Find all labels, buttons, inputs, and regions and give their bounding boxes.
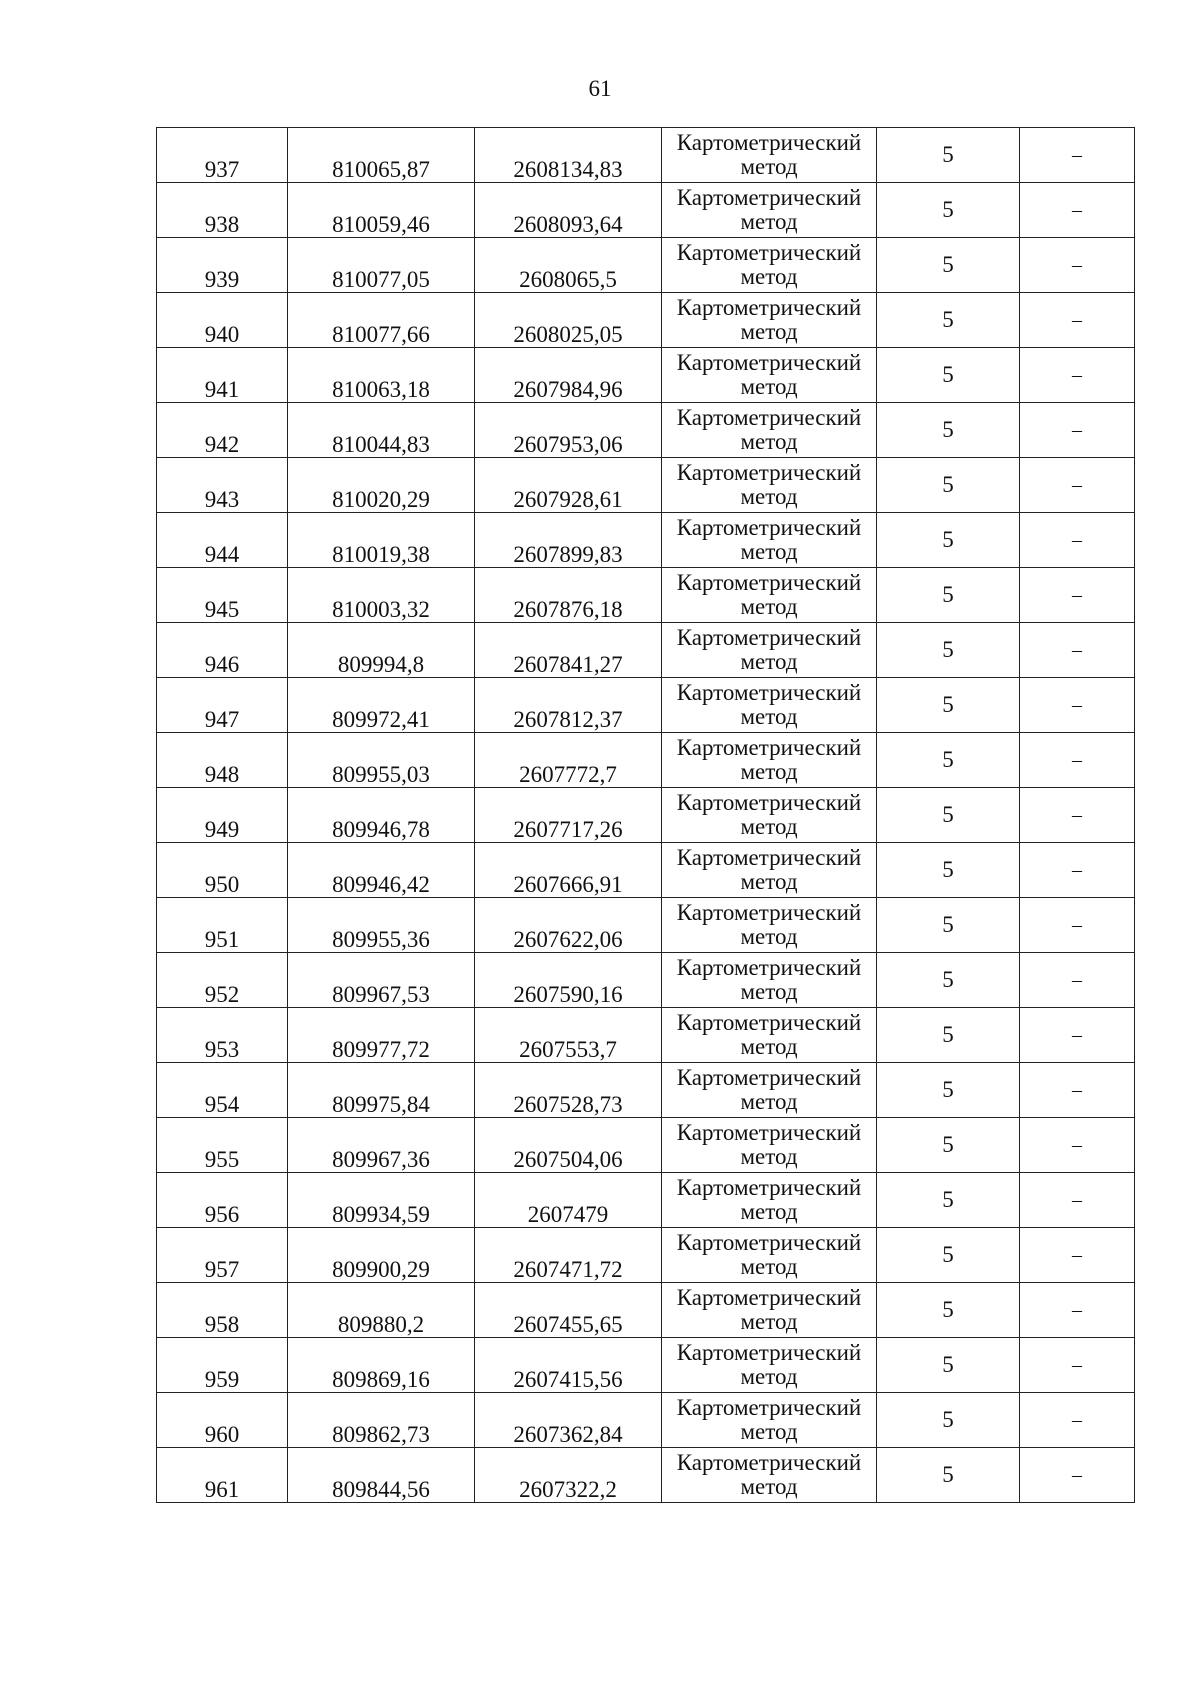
point-number-cell: 951 xyxy=(157,898,288,953)
y-coordinate-cell: 2607322,2 xyxy=(475,1448,662,1503)
point-number-cell: 943 xyxy=(157,458,288,513)
accuracy-cell: 5 xyxy=(877,898,1020,953)
method-cell: Картометрический метод xyxy=(662,1393,877,1448)
y-coordinate-cell: 2607590,16 xyxy=(475,953,662,1008)
method-cell: Картометрический метод xyxy=(662,1118,877,1173)
note-cell: – xyxy=(1020,788,1135,843)
point-number-cell: 937 xyxy=(157,128,288,183)
table-row xyxy=(157,843,1135,898)
table-row xyxy=(157,1173,1135,1228)
method-cell: Картометрический метод xyxy=(662,1283,877,1338)
x-coordinate-cell: 810003,32 xyxy=(288,568,475,623)
table-row xyxy=(157,293,1135,348)
note-cell: – xyxy=(1020,1448,1135,1503)
accuracy-cell: 5 xyxy=(877,1338,1020,1393)
point-number-cell: 952 xyxy=(157,953,288,1008)
y-coordinate-cell: 2607504,06 xyxy=(475,1118,662,1173)
table-row xyxy=(157,183,1135,238)
y-coordinate-cell: 2607362,84 xyxy=(475,1393,662,1448)
point-number-cell: 961 xyxy=(157,1448,288,1503)
method-cell: Картометрический метод xyxy=(662,458,877,513)
point-number-cell: 945 xyxy=(157,568,288,623)
table-row xyxy=(157,1393,1135,1448)
note-cell: – xyxy=(1020,1393,1135,1448)
method-cell: Картометрический метод xyxy=(662,1173,877,1228)
accuracy-cell: 5 xyxy=(877,623,1020,678)
x-coordinate-cell: 810077,05 xyxy=(288,238,475,293)
table-row xyxy=(157,788,1135,843)
x-coordinate-cell: 810020,29 xyxy=(288,458,475,513)
accuracy-cell: 5 xyxy=(877,843,1020,898)
x-coordinate-cell: 809934,59 xyxy=(288,1173,475,1228)
note-cell: – xyxy=(1020,843,1135,898)
accuracy-cell: 5 xyxy=(877,1118,1020,1173)
method-cell: Картометрический метод xyxy=(662,953,877,1008)
x-coordinate-cell: 809900,29 xyxy=(288,1228,475,1283)
point-number-cell: 957 xyxy=(157,1228,288,1283)
table-row xyxy=(157,348,1135,403)
y-coordinate-cell: 2608093,64 xyxy=(475,183,662,238)
y-coordinate-cell: 2608065,5 xyxy=(475,238,662,293)
note-cell: – xyxy=(1020,458,1135,513)
accuracy-cell: 5 xyxy=(877,953,1020,1008)
accuracy-cell: 5 xyxy=(877,678,1020,733)
accuracy-cell: 5 xyxy=(877,788,1020,843)
method-cell: Картометрический метод xyxy=(662,1448,877,1503)
note-cell: – xyxy=(1020,513,1135,568)
page-number: 61 xyxy=(588,76,612,101)
accuracy-cell: 5 xyxy=(877,513,1020,568)
point-number-cell: 948 xyxy=(157,733,288,788)
x-coordinate-cell: 810077,66 xyxy=(288,293,475,348)
y-coordinate-cell: 2607471,72 xyxy=(475,1228,662,1283)
x-coordinate-cell: 809862,73 xyxy=(288,1393,475,1448)
x-coordinate-cell: 809967,53 xyxy=(288,953,475,1008)
table-row xyxy=(157,678,1135,733)
accuracy-cell: 5 xyxy=(877,293,1020,348)
point-number-cell: 960 xyxy=(157,1393,288,1448)
method-cell: Картометрический метод xyxy=(662,788,877,843)
accuracy-cell: 5 xyxy=(877,458,1020,513)
method-cell: Картометрический метод xyxy=(662,568,877,623)
note-cell: – xyxy=(1020,953,1135,1008)
table-row xyxy=(157,1118,1135,1173)
x-coordinate-cell: 810063,18 xyxy=(288,348,475,403)
accuracy-cell: 5 xyxy=(877,1228,1020,1283)
table-row xyxy=(157,1338,1135,1393)
note-cell: – xyxy=(1020,403,1135,458)
point-number-cell: 958 xyxy=(157,1283,288,1338)
x-coordinate-cell: 809977,72 xyxy=(288,1008,475,1063)
y-coordinate-cell: 2607928,61 xyxy=(475,458,662,513)
table-row xyxy=(157,623,1135,678)
y-coordinate-cell: 2607953,06 xyxy=(475,403,662,458)
accuracy-cell: 5 xyxy=(877,183,1020,238)
note-cell: – xyxy=(1020,1173,1135,1228)
table-body xyxy=(157,128,1135,1503)
point-number-cell: 942 xyxy=(157,403,288,458)
x-coordinate-cell: 809869,16 xyxy=(288,1338,475,1393)
y-coordinate-cell: 2607772,7 xyxy=(475,733,662,788)
point-number-cell: 954 xyxy=(157,1063,288,1118)
note-cell: – xyxy=(1020,623,1135,678)
accuracy-cell: 5 xyxy=(877,1283,1020,1338)
method-cell: Картометрический метод xyxy=(662,293,877,348)
table-row xyxy=(157,1063,1135,1118)
x-coordinate-cell: 810065,87 xyxy=(288,128,475,183)
table-row xyxy=(157,458,1135,513)
x-coordinate-cell: 809972,41 xyxy=(288,678,475,733)
x-coordinate-cell: 810044,83 xyxy=(288,403,475,458)
x-coordinate-cell: 810019,38 xyxy=(288,513,475,568)
table-row xyxy=(157,898,1135,953)
method-cell: Картометрический метод xyxy=(662,403,877,458)
note-cell: – xyxy=(1020,293,1135,348)
point-number-cell: 947 xyxy=(157,678,288,733)
point-number-cell: 953 xyxy=(157,1008,288,1063)
accuracy-cell: 5 xyxy=(877,733,1020,788)
accuracy-cell: 5 xyxy=(877,1008,1020,1063)
table-row xyxy=(157,1448,1135,1503)
method-cell: Картометрический метод xyxy=(662,1063,877,1118)
table-row xyxy=(157,238,1135,293)
note-cell: – xyxy=(1020,678,1135,733)
accuracy-cell: 5 xyxy=(877,1448,1020,1503)
x-coordinate-cell: 809844,56 xyxy=(288,1448,475,1503)
point-number-cell: 938 xyxy=(157,183,288,238)
method-cell: Картометрический метод xyxy=(662,843,877,898)
method-cell: Картометрический метод xyxy=(662,678,877,733)
table-row xyxy=(157,733,1135,788)
y-coordinate-cell: 2607622,06 xyxy=(475,898,662,953)
y-coordinate-cell: 2607553,7 xyxy=(475,1008,662,1063)
x-coordinate-cell: 809946,78 xyxy=(288,788,475,843)
point-number-cell: 949 xyxy=(157,788,288,843)
point-number-cell: 941 xyxy=(157,348,288,403)
note-cell: – xyxy=(1020,1283,1135,1338)
x-coordinate-cell: 809975,84 xyxy=(288,1063,475,1118)
y-coordinate-cell: 2607455,65 xyxy=(475,1283,662,1338)
note-cell: – xyxy=(1020,568,1135,623)
method-cell: Картометрический метод xyxy=(662,183,877,238)
method-cell: Картометрический метод xyxy=(662,733,877,788)
y-coordinate-cell: 2607666,91 xyxy=(475,843,662,898)
y-coordinate-cell: 2607899,83 xyxy=(475,513,662,568)
y-coordinate-cell: 2607528,73 xyxy=(475,1063,662,1118)
point-number-cell: 959 xyxy=(157,1338,288,1393)
note-cell: – xyxy=(1020,1118,1135,1173)
note-cell: – xyxy=(1020,1228,1135,1283)
table-row xyxy=(157,513,1135,568)
note-cell: – xyxy=(1020,238,1135,293)
x-coordinate-cell: 809946,42 xyxy=(288,843,475,898)
accuracy-cell: 5 xyxy=(877,1173,1020,1228)
x-coordinate-cell: 809955,03 xyxy=(288,733,475,788)
method-cell: Картометрический метод xyxy=(662,1338,877,1393)
note-cell: – xyxy=(1020,1008,1135,1063)
x-coordinate-cell: 809955,36 xyxy=(288,898,475,953)
method-cell: Картометрический метод xyxy=(662,1008,877,1063)
method-cell: Картометрический метод xyxy=(662,348,877,403)
point-number-cell: 955 xyxy=(157,1118,288,1173)
point-number-cell: 939 xyxy=(157,238,288,293)
y-coordinate-cell: 2607984,96 xyxy=(475,348,662,403)
y-coordinate-cell: 2607717,26 xyxy=(475,788,662,843)
point-number-cell: 940 xyxy=(157,293,288,348)
table-row xyxy=(157,403,1135,458)
y-coordinate-cell: 2608134,83 xyxy=(475,128,662,183)
x-coordinate-cell: 810059,46 xyxy=(288,183,475,238)
method-cell: Картометрический метод xyxy=(662,513,877,568)
table-row xyxy=(157,1008,1135,1063)
note-cell: – xyxy=(1020,348,1135,403)
note-cell: – xyxy=(1020,1063,1135,1118)
x-coordinate-cell: 809967,36 xyxy=(288,1118,475,1173)
accuracy-cell: 5 xyxy=(877,1393,1020,1448)
y-coordinate-cell: 2607841,27 xyxy=(475,623,662,678)
coordinates-table xyxy=(156,127,1135,1503)
point-number-cell: 956 xyxy=(157,1173,288,1228)
accuracy-cell: 5 xyxy=(877,568,1020,623)
y-coordinate-cell: 2607876,18 xyxy=(475,568,662,623)
point-number-cell: 950 xyxy=(157,843,288,898)
note-cell: – xyxy=(1020,183,1135,238)
x-coordinate-cell: 809994,8 xyxy=(288,623,475,678)
accuracy-cell: 5 xyxy=(877,1063,1020,1118)
method-cell: Картометрический метод xyxy=(662,1228,877,1283)
y-coordinate-cell: 2607415,56 xyxy=(475,1338,662,1393)
accuracy-cell: 5 xyxy=(877,238,1020,293)
y-coordinate-cell: 2607479 xyxy=(475,1173,662,1228)
table-row xyxy=(157,568,1135,623)
y-coordinate-cell: 2608025,05 xyxy=(475,293,662,348)
accuracy-cell: 5 xyxy=(877,348,1020,403)
table-row xyxy=(157,1228,1135,1283)
method-cell: Картометрический метод xyxy=(662,898,877,953)
table-row xyxy=(157,128,1135,183)
y-coordinate-cell: 2607812,37 xyxy=(475,678,662,733)
method-cell: Картометрический метод xyxy=(662,128,877,183)
table-row xyxy=(157,1283,1135,1338)
note-cell: – xyxy=(1020,1338,1135,1393)
point-number-cell: 946 xyxy=(157,623,288,678)
method-cell: Картометрический метод xyxy=(662,238,877,293)
note-cell: – xyxy=(1020,733,1135,788)
method-cell: Картометрический метод xyxy=(662,623,877,678)
accuracy-cell: 5 xyxy=(877,403,1020,458)
table-row xyxy=(157,953,1135,1008)
point-number-cell: 944 xyxy=(157,513,288,568)
note-cell: – xyxy=(1020,128,1135,183)
note-cell: – xyxy=(1020,898,1135,953)
x-coordinate-cell: 809880,2 xyxy=(288,1283,475,1338)
accuracy-cell: 5 xyxy=(877,128,1020,183)
